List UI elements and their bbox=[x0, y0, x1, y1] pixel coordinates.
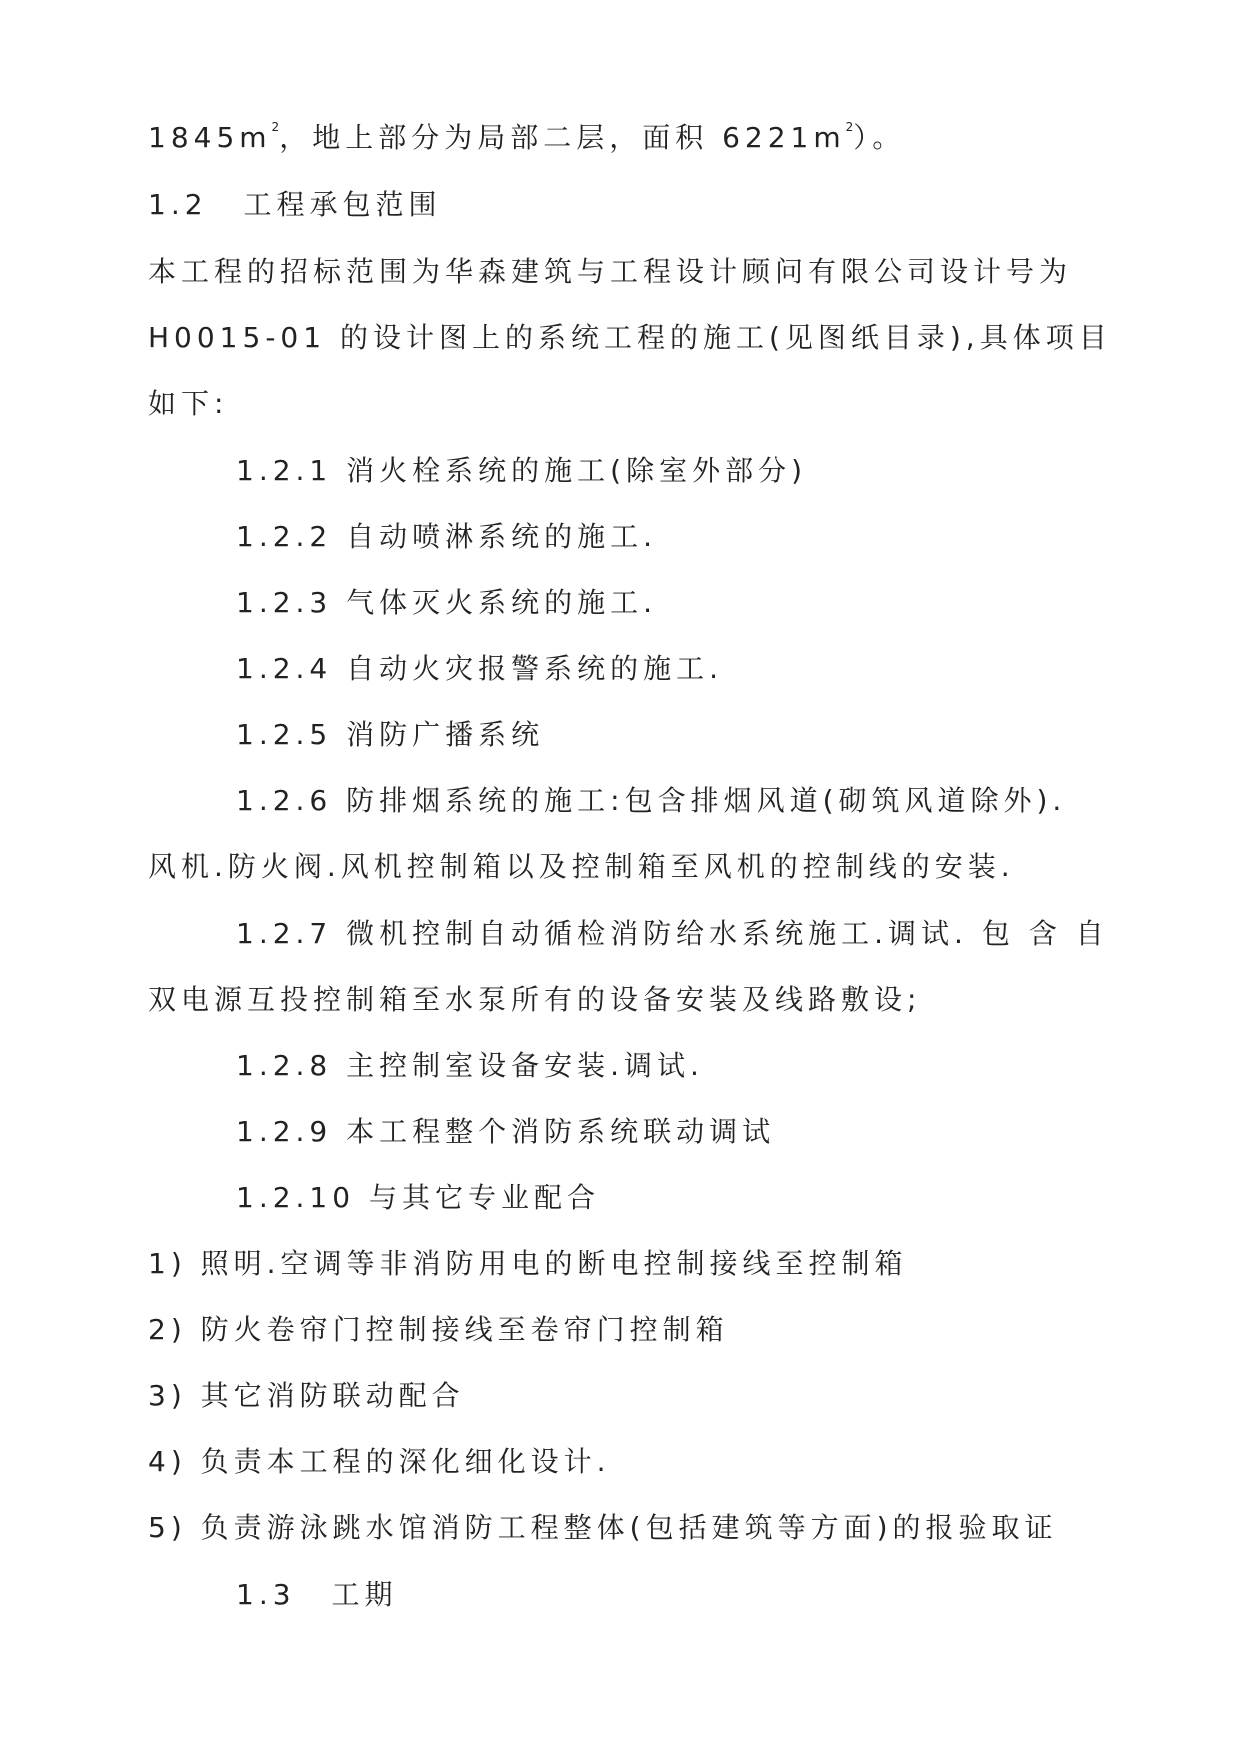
section-number: 1.2 bbox=[148, 188, 208, 221]
scope-intro-line: 如下: bbox=[148, 387, 229, 420]
scope-item: 1.2.4 自动火灾报警系统的施工. bbox=[236, 652, 724, 685]
scope-item-126-line-1: 1.2.6 防排烟系统的施工:包含排烟风道(砌筑风道除外). bbox=[236, 784, 1067, 817]
scope-item: 1.2.1 消火栓系统的施工(除室外部分) bbox=[236, 454, 807, 487]
section-title: 工程承包范围 bbox=[243, 188, 442, 221]
sub-item: 3) 其它消防联动配合 bbox=[148, 1379, 465, 1412]
area-text-c: ）。 bbox=[853, 121, 906, 154]
scope-item-126-line-2: 风机.防火阀.风机控制箱以及控制箱至风机的控制线的安装. bbox=[148, 850, 1015, 883]
section-heading-1-3 bbox=[236, 1575, 398, 1615]
section-title: 工期 bbox=[331, 1578, 398, 1611]
area-text-a: 1845m bbox=[148, 121, 272, 154]
scope-item: 1.2.5 消防广播系统 bbox=[236, 718, 545, 751]
scope-item: 1.2.3 气体灭火系统的施工. bbox=[236, 586, 658, 619]
sub-item: 4) 负责本工程的深化细化设计. bbox=[148, 1445, 611, 1478]
sub-item: 2) 防火卷帘门控制接线至卷帘门控制箱 bbox=[148, 1313, 729, 1346]
sub-item: 5) 负责游泳跳水馆消防工程整体(包括建筑等方面)的报验取证 bbox=[148, 1511, 1058, 1544]
scope-item-127-line-2: 双电源互投控制箱至水泵所有的设备安装及线路敷设; bbox=[148, 983, 922, 1016]
section-number: 1.3 bbox=[236, 1578, 296, 1611]
area-superscript-b: 2 bbox=[845, 120, 854, 134]
sub-item: 1) 照明.空调等非消防用电的断电控制接线至控制箱 bbox=[148, 1247, 908, 1280]
scope-item: 1.2.10 与其它专业配合 bbox=[236, 1181, 600, 1214]
scope-intro-line: H0015-01 的设计图上的系统工程的施工(见图纸目录),具体项目 bbox=[148, 321, 1112, 354]
scope-intro-line: 本工程的招标范围为华森建筑与工程设计顾问有限公司设计号为 bbox=[148, 255, 1073, 288]
scope-item: 1.2.2 自动喷淋系统的施工. bbox=[236, 520, 658, 553]
scope-item: 1.2.9 本工程整个消防系统联动调试 bbox=[236, 1115, 776, 1148]
section-heading-1-2 bbox=[148, 185, 442, 225]
area-text-b: ，地上部分为局部二层，面积 6221m bbox=[279, 121, 846, 154]
scope-item: 1.2.8 主控制室设备安装.调试. bbox=[236, 1049, 704, 1082]
area-line bbox=[148, 118, 905, 158]
area-superscript-a: 2 bbox=[271, 120, 280, 134]
scope-item-127-line-1: 1.2.7 微机控制自动循检消防给水系统施工.调试. 包 含 自 bbox=[236, 917, 1109, 950]
